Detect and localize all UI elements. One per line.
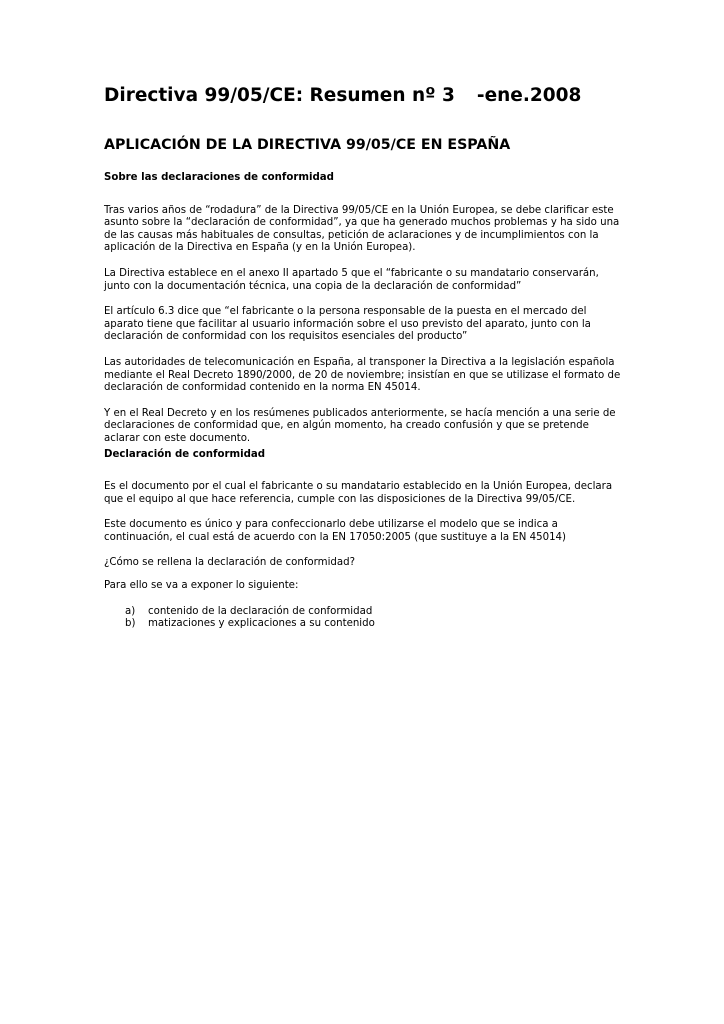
list-marker: a) (125, 605, 136, 617)
document-body (104, 172, 624, 631)
paragraph: Tras varios años de “rodadura” de la Directiva 99/05/CE en la Unión Europea, se debe clarificar este asunto sobre la “declaración de conformidad”, ya que ha generado muchos problemas y ha sido una de las causas más habituales de consultas, petición de aclaraciones y de incumplimientos con la aplicación de la Directiva en España (y en la Unión Europea). (104, 204, 620, 254)
list-item (125, 606, 624, 619)
content-list (104, 606, 624, 631)
subsection-heading-declaracion: Declaración de conformidad (104, 448, 266, 460)
list-marker: b) (125, 618, 136, 630)
paragraph: Es el documento por el cual el fabricante o su mandatario establecido en la Unión Europea, declara que el equipo al que hace referencia, cumple con las disposiciones de la Directiva 99/05/CE. (104, 481, 613, 505)
paragraph: ¿Cómo se rellena la declaración de conformidad? (104, 557, 356, 569)
paragraph: Y en el Real Decreto y en los resúmenes publicados anteriormente, se hacía mención a una serie de declaraciones de conformidad que, en algún momento, ha creado confusión y que se pretende aclarar con este documento. (104, 407, 616, 444)
paragraph: La Directiva establece en el anexo II apartado 5 que el “fabricante o su mandatario conservarán, junto con la documentación técnica, una copia de la declaración de conformidad” (104, 267, 599, 292)
document-title-text: Directiva 99/05/CE: Resumen nº 3 (104, 85, 455, 106)
document-title (104, 84, 581, 108)
subsection-heading-declaraciones: Sobre las declaraciones de conformidad (104, 172, 334, 183)
paragraph: Este documento es único y para confeccionarlo debe utilizarse el modelo que se indica a continuación, el cual está de acuerdo con la EN 17050:2005 (que sustituye a la EN 45014) (104, 519, 567, 543)
list-item-text: matizaciones y explicaciones a su contenido (148, 618, 375, 630)
paragraph: Las autoridades de telecomunicación en España, al transponer la Directiva a la legislación española mediante el Real Decreto 1890/2000, de 20 de noviembre; insistían en que se utilizase el formato de declaración de conformidad contenido en la norma EN 45014. (104, 356, 621, 394)
paragraph: Para ello se va a exponer lo siguiente: (104, 580, 299, 592)
paragraph: El artículo 6.3 dice que “el fabricante o la persona responsable de la puesta en el mercado del aparato tiene que facilitar al usuario información sobre el uso previsto del aparato, junto con la declaración de conformidad con los requisitos esenciales del producto” (104, 306, 591, 343)
list-item-text: contenido de la declaración de conformidad (148, 605, 373, 617)
list-item (125, 618, 624, 631)
section-title: APLICACIÓN DE LA DIRECTIVA 99/05/CE EN ESPAÑA (104, 137, 511, 153)
document-date: -ene.2008 (476, 85, 582, 106)
